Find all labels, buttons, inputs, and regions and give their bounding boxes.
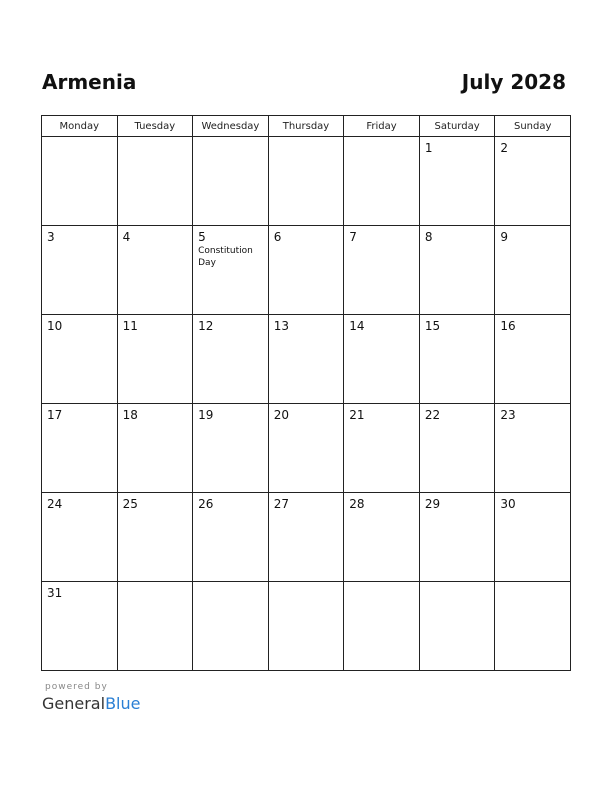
day-cell (344, 137, 420, 226)
day-cell (268, 404, 344, 493)
weekday-header: Sunday (495, 116, 571, 137)
day-number: 17 (47, 408, 63, 422)
day-number: 27 (273, 497, 289, 511)
day-cell (42, 137, 118, 226)
day-number: 8 (424, 230, 433, 244)
day-cell (419, 582, 495, 671)
day-cell (117, 582, 193, 671)
day-number: 7 (349, 230, 357, 244)
day-cell (117, 137, 193, 226)
day-cell (42, 404, 118, 493)
day-number: 2 (500, 141, 509, 155)
day-cell (268, 582, 344, 671)
day-cell (419, 315, 495, 404)
day-number: 21 (349, 408, 365, 422)
day-cell (419, 493, 495, 582)
generalblue-logo[interactable] (42, 694, 140, 713)
powered-by-label: powered by (45, 682, 108, 692)
country-title: Armenia (42, 70, 137, 94)
day-cell (42, 226, 118, 315)
day-number: 9 (500, 230, 509, 244)
day-cell (495, 226, 571, 315)
weekday-header: Friday (344, 116, 420, 137)
day-number: 28 (349, 497, 365, 511)
day-cell (495, 137, 571, 226)
day-number: 12 (198, 319, 214, 333)
calendar-header (42, 70, 566, 94)
day-number: 4 (122, 230, 131, 244)
day-cell (193, 137, 269, 226)
day-cell (344, 315, 420, 404)
weekday-header: Saturday (419, 116, 495, 137)
day-number: 11 (122, 319, 138, 333)
day-number: 10 (47, 319, 63, 333)
day-number: 29 (424, 497, 441, 511)
week-row (42, 493, 571, 582)
weekday-header: Wednesday (193, 116, 269, 137)
week-row (42, 582, 571, 671)
day-number: 15 (424, 319, 441, 333)
day-cell (117, 226, 193, 315)
day-cell (268, 315, 344, 404)
weekday-header: Thursday (268, 116, 344, 137)
day-cell (495, 582, 571, 671)
day-cell (42, 582, 118, 671)
day-cell (42, 493, 118, 582)
day-cell (344, 404, 420, 493)
day-cell (344, 582, 420, 671)
weekday-header: Tuesday (117, 116, 193, 137)
day-cell (268, 226, 344, 315)
day-number: 31 (47, 586, 63, 600)
week-row (42, 137, 571, 226)
day-number: 19 (198, 408, 214, 422)
day-cell (419, 137, 495, 226)
day-number: 23 (500, 408, 516, 422)
day-cell (42, 315, 118, 404)
day-cell (193, 315, 269, 404)
day-number: 30 (500, 497, 516, 511)
day-number: 24 (47, 497, 63, 511)
day-number: 26 (198, 497, 214, 511)
day-number: 16 (500, 319, 516, 333)
day-cell (117, 315, 193, 404)
day-number: 20 (273, 408, 289, 422)
day-cell (117, 493, 193, 582)
month-year-title: July 2028 (461, 70, 566, 94)
day-cell (268, 493, 344, 582)
day-number: 14 (349, 319, 365, 333)
holiday-label: Constitution Day (198, 246, 253, 268)
day-number: 13 (273, 319, 289, 333)
day-cell (419, 404, 495, 493)
day-number: 5 (198, 230, 206, 244)
day-number: 3 (47, 230, 55, 244)
day-cell (495, 493, 571, 582)
day-cell (117, 404, 193, 493)
day-cell (344, 493, 420, 582)
calendar-grid (41, 115, 571, 671)
footer-branding (42, 682, 140, 713)
day-cell (495, 315, 571, 404)
day-number: 22 (424, 408, 441, 422)
weekday-header: Monday (42, 116, 118, 137)
day-cell (193, 404, 269, 493)
day-cell (193, 493, 269, 582)
week-row (42, 315, 571, 404)
day-cell (193, 582, 269, 671)
day-number: 18 (122, 408, 138, 422)
logo-general-text: General (42, 694, 106, 713)
day-cell (495, 404, 571, 493)
day-cell (268, 137, 344, 226)
week-row (42, 404, 571, 493)
day-cell (419, 226, 495, 315)
day-cell (193, 226, 269, 315)
day-number: 25 (122, 497, 138, 511)
day-number: 1 (424, 141, 433, 155)
logo-blue-text: Blue (105, 694, 141, 713)
day-number: 6 (273, 230, 282, 244)
day-cell (344, 226, 420, 315)
weekday-header-row (42, 116, 571, 137)
week-row (42, 226, 571, 315)
